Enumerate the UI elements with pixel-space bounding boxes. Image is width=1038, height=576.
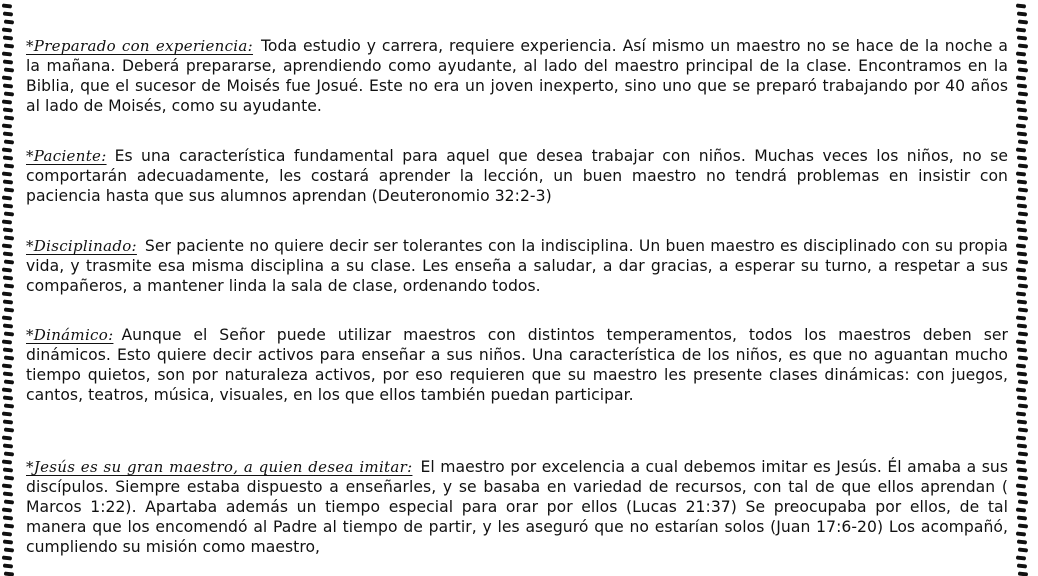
border-dash — [1016, 443, 1026, 448]
border-dash — [2, 107, 12, 112]
border-dash — [3, 547, 13, 552]
border-dash — [2, 563, 12, 568]
border-dash — [2, 323, 12, 328]
border-dash — [2, 83, 12, 88]
paragraph-preparado — [26, 36, 1008, 116]
border-dash — [1, 267, 11, 272]
border-dash — [1016, 83, 1026, 88]
heading-preparado: *Preparado con experiencia: — [26, 37, 253, 55]
paragraph-paciente — [26, 146, 1008, 206]
border-dash — [1, 291, 11, 296]
border-dash — [2, 179, 12, 184]
border-dash — [3, 211, 13, 216]
border-dash — [1017, 523, 1027, 528]
border-dash — [2, 203, 12, 208]
border-dash — [1015, 531, 1025, 536]
border-dash — [1016, 59, 1026, 64]
border-dash — [1015, 27, 1025, 32]
border-dash — [1015, 195, 1025, 200]
border-dash — [1016, 299, 1026, 304]
border-dash — [1016, 347, 1026, 352]
border-dash — [2, 539, 12, 544]
border-dash — [1, 219, 11, 224]
text-paciente: Es una característica fundamental para aquel que desea trabajar con niños. Muchas veces los niños, no se comportarán adecuadamente, les costará aprender la lección, un buen maestro no tendrá problemas en insistir con paciencia hasta que sus alumnos aprendan (Deuteronomio 32:2-3) — [26, 147, 1008, 205]
border-dash — [1, 315, 11, 320]
border-dash — [1017, 91, 1027, 96]
border-dash — [3, 355, 13, 360]
border-dash — [2, 491, 12, 496]
border-dash — [1017, 67, 1027, 72]
border-dash — [1, 99, 11, 104]
border-dash — [1015, 123, 1025, 128]
border-dash — [2, 371, 12, 376]
border-dash — [1016, 539, 1026, 544]
border-dash — [3, 163, 13, 168]
heading-paciente: *Paciente: — [26, 147, 107, 165]
border-dash — [1017, 19, 1027, 24]
border-dash — [1016, 323, 1026, 328]
border-dash — [1, 123, 11, 128]
border-dash — [1, 531, 11, 536]
text-disciplinado: Ser paciente no quiere decir ser tolerantes con la indisciplina. Un buen maestro es disciplinado con su propia vida, y trasmite esa misma disciplina a su clase. Les enseña a saludar, a dar gracias, a esperar su turno, a respetar a sus compañeros, a mantener linda la sala de clase, ordenando todos. — [26, 237, 1008, 295]
border-dash — [1, 75, 11, 80]
border-dash — [2, 299, 12, 304]
border-dash — [1017, 307, 1027, 312]
border-dash — [1017, 355, 1027, 360]
border-dash — [1016, 395, 1026, 400]
border-dash — [1015, 147, 1025, 152]
border-dash — [2, 515, 12, 520]
border-dash — [1017, 187, 1027, 192]
border-dash — [2, 251, 12, 256]
border-dash — [2, 11, 12, 16]
border-dash — [2, 347, 12, 352]
border-dash — [1, 3, 11, 8]
border-dash — [3, 259, 13, 264]
border-dash — [1015, 483, 1025, 488]
text-preparado: Toda estudio y carrera, requiere experiencia. Así mismo un maestro no se hace de la noche a la mañana. Deberá prepararse, aprendiendo como ayudante, al lado del maestro principal de la clase. Encontramos en la Biblia, que el sucesor de Moisés fue Josué. Este no era un joven inexperto, sino uno que se preparó trabajando por 40 años al lado de Moisés, como su ayudante. — [26, 37, 1008, 115]
border-dash — [2, 59, 12, 64]
border-dash — [1, 339, 11, 344]
border-dash — [1016, 251, 1026, 256]
left-dashed-border — [2, 0, 18, 576]
border-dash — [1017, 163, 1027, 168]
border-dash — [3, 523, 13, 528]
border-dash — [1, 435, 11, 440]
border-dash — [1017, 571, 1027, 576]
border-dash — [1015, 339, 1025, 344]
border-dash — [1015, 387, 1025, 392]
border-dash — [3, 19, 13, 24]
border-dash — [1017, 451, 1027, 456]
border-dash — [1016, 563, 1026, 568]
border-dash — [1, 171, 11, 176]
border-dash — [1015, 363, 1025, 368]
paragraph-jesus — [26, 457, 1008, 557]
border-dash — [1016, 467, 1026, 472]
border-dash — [1015, 459, 1025, 464]
border-dash — [3, 283, 13, 288]
border-dash — [1, 147, 11, 152]
paragraph-disciplinado — [26, 236, 1008, 296]
border-dash — [1015, 243, 1025, 248]
border-dash — [1016, 35, 1026, 40]
border-dash — [3, 499, 13, 504]
border-dash — [3, 235, 13, 240]
border-dash — [1, 363, 11, 368]
border-dash — [1015, 507, 1025, 512]
border-dash — [1016, 11, 1026, 16]
border-dash — [1015, 51, 1025, 56]
border-dash — [3, 115, 13, 120]
border-dash — [3, 331, 13, 336]
border-dash — [1017, 403, 1027, 408]
border-dash — [1017, 139, 1027, 144]
border-dash — [1015, 3, 1025, 8]
border-dash — [3, 451, 13, 456]
border-dash — [1017, 379, 1027, 384]
border-dash — [1016, 131, 1026, 136]
border-dash — [3, 91, 13, 96]
border-dash — [1, 411, 11, 416]
border-dash — [2, 35, 12, 40]
border-dash — [3, 67, 13, 72]
heading-jesus: *Jesús es su gran maestro, a quien desea imitar: — [26, 458, 413, 476]
border-dash — [1016, 419, 1026, 424]
border-dash — [1016, 227, 1026, 232]
border-dash — [3, 187, 13, 192]
border-dash — [2, 443, 12, 448]
border-dash — [1015, 315, 1025, 320]
border-dash — [2, 131, 12, 136]
border-dash — [1017, 115, 1027, 120]
right-dashed-border — [1016, 0, 1032, 576]
border-dash — [1015, 267, 1025, 272]
border-dash — [2, 419, 12, 424]
border-dash — [1017, 211, 1027, 216]
border-dash — [1017, 499, 1027, 504]
border-dash — [1017, 259, 1027, 264]
border-dash — [3, 403, 13, 408]
border-dash — [1017, 427, 1027, 432]
border-dash — [3, 379, 13, 384]
border-dash — [1, 51, 11, 56]
text-dinamico: Aunque el Señor puede utilizar maestros con distintos temperamentos, todos los maestros deben ser dinámicos. Esto quiere decir activos para enseñar a sus niños. Una característica de los niños, es que no aguantan mucho tiempo quietos, son por naturaleza activos, por eso requieren que su maestro les presente clases dinámicas: con juegos, cantos, teatros, música, visuales, en los que ellos también puedan participar. — [26, 326, 1008, 404]
text-jesus: El maestro por excelencia a cual debemos imitar es Jesús. Él amaba a sus discípulos. Siempre estaba dispuesto a enseñarles, y se basaba en variedad de recursos, con tal de que ellos aprendan ( Marcos 1:22). Apartaba además un tiempo especial para orar por ellos (Lucas 21:37) Se preocupaba por ellos, de tal manera que los encomendó al Padre al tiempo de partir, y les aseguró que no estarían solos (Juan 17:6-20) Los acompañó, cumpliendo su misión como maestro, — [26, 458, 1008, 556]
border-dash — [1, 195, 11, 200]
border-dash — [1017, 547, 1027, 552]
paragraph-dinamico — [26, 325, 1008, 405]
border-dash — [2, 395, 12, 400]
border-dash — [1017, 283, 1027, 288]
border-dash — [1016, 515, 1026, 520]
border-dash — [1016, 371, 1026, 376]
border-dash — [3, 43, 13, 48]
border-dash — [2, 275, 12, 280]
border-dash — [1016, 107, 1026, 112]
border-dash — [1016, 275, 1026, 280]
border-dash — [1016, 179, 1026, 184]
border-dash — [3, 475, 13, 480]
border-dash — [1015, 435, 1025, 440]
border-dash — [1017, 235, 1027, 240]
border-dash — [1015, 219, 1025, 224]
border-dash — [1017, 331, 1027, 336]
border-dash — [1016, 203, 1026, 208]
border-dash — [2, 155, 12, 160]
border-dash — [3, 427, 13, 432]
border-dash — [1015, 291, 1025, 296]
border-dash — [1, 459, 11, 464]
border-dash — [1016, 155, 1026, 160]
border-dash — [1, 555, 11, 560]
border-dash — [1, 483, 11, 488]
border-dash — [1, 387, 11, 392]
border-dash — [2, 227, 12, 232]
border-dash — [1017, 43, 1027, 48]
border-dash — [1, 243, 11, 248]
border-dash — [3, 571, 13, 576]
border-dash — [1017, 475, 1027, 480]
heading-dinamico: *Dinámico: — [26, 326, 114, 344]
heading-disciplinado: *Disciplinado: — [26, 237, 137, 255]
border-dash — [3, 307, 13, 312]
border-dash — [2, 467, 12, 472]
border-dash — [1015, 555, 1025, 560]
border-dash — [1, 27, 11, 32]
border-dash — [1015, 75, 1025, 80]
border-dash — [3, 139, 13, 144]
border-dash — [1016, 491, 1026, 496]
border-dash — [1, 507, 11, 512]
border-dash — [1015, 411, 1025, 416]
border-dash — [1015, 171, 1025, 176]
border-dash — [1015, 99, 1025, 104]
